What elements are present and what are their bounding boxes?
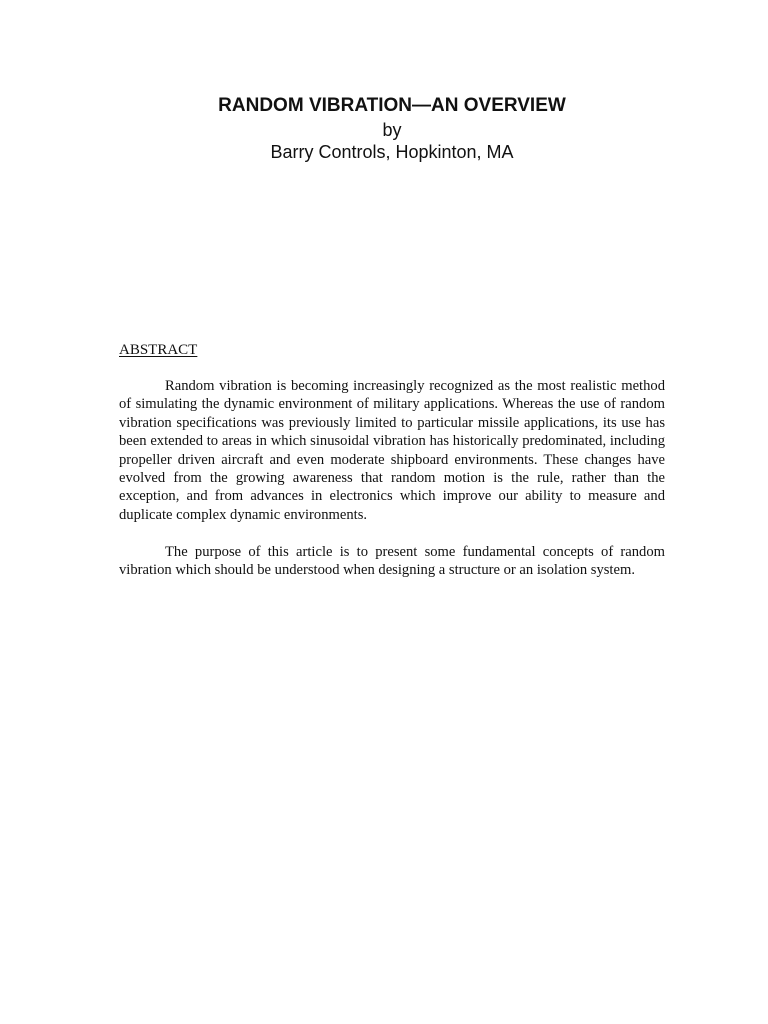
abstract-heading: ABSTRACT [119,342,198,358]
title-block [0,93,768,163]
abstract-paragraph: Random vibration is becoming increasingly recognized as the most realistic method of simulating the dynamic environment of military applications. Whereas the use of random vibration specifications was previously limited to particular missile applications, its use has been extended to areas in which sinusoidal vibration has historically predominated, including propeller driven aircraft and even moderate shipboard environments. These changes have evolved from the growing awareness that random motion is the rule, rather than the exception, and from advances in electronics which improve our ability to measure and duplicate complex dynamic environments. [119,378,665,523]
author-affiliation: Barry Controls, Hopkinton, MA [270,142,514,162]
abstract-paragraph: The purpose of this article is to present some fundamental concepts of random vibration which should be understood when designing a structure or an isolation system. [119,544,665,579]
document-title: RANDOM VIBRATION—AN OVERVIEW [218,95,566,116]
by-line: by [382,120,402,140]
